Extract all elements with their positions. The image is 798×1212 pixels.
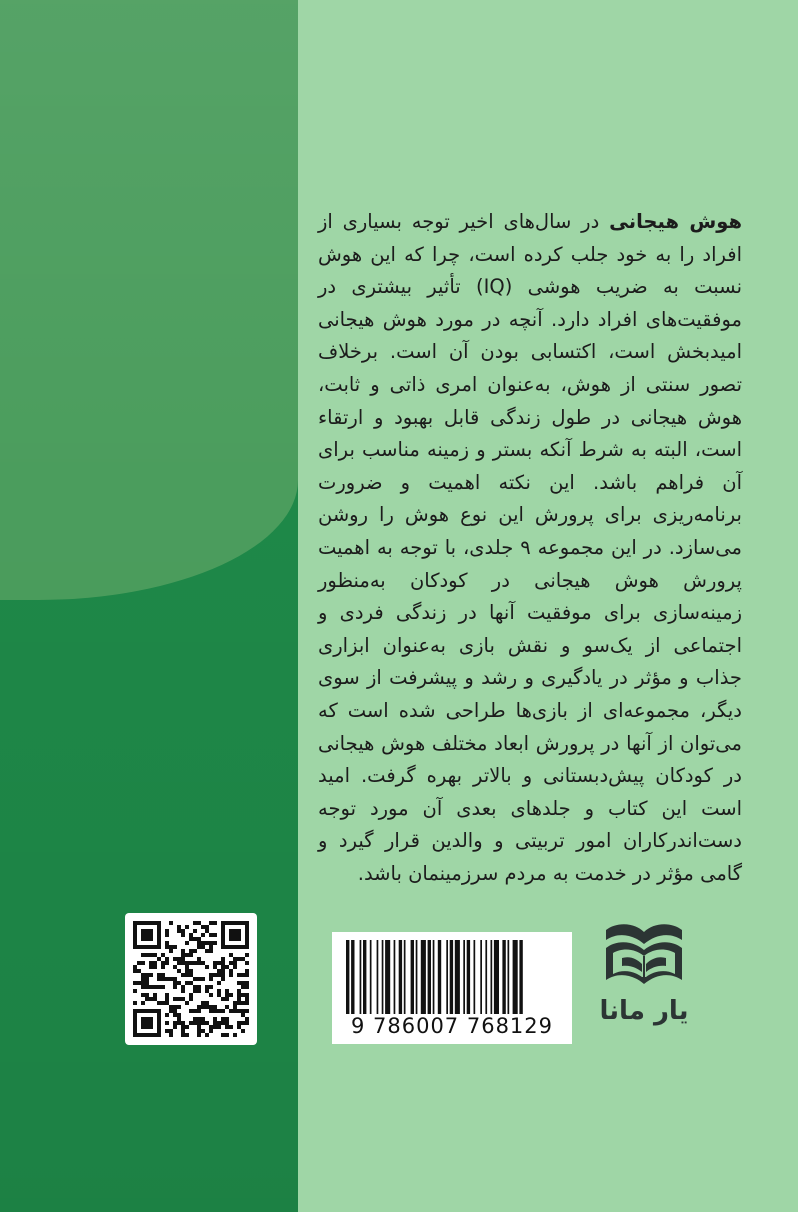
open-book-wings-icon <box>598 920 690 998</box>
publisher-name: یار مانا <box>599 996 689 1026</box>
barcode-icon <box>346 940 558 1014</box>
isbn-barcode <box>332 932 572 1044</box>
blurb-body: در سال‌های اخیر توجه بسیاری از افراد را به خود جلب کرده است، چرا که این هوش نسبت به ضریب هوشی (IQ) تأثیر بیشتری در موفقیت‌های افراد دارد. آنچه در مورد هوش هیجانی امیدبخش است، اکتسابی بودن آن است. برخلاف تصور سنتی از هوش، به‌عنوان امری ذاتی و ثابت، هوش هیجانی در طول زندگی قابل بهبود و ارتقاء است، البته به شرط آنکه بستر و زمینه مناسب برای آن فراهم باشد. این نکته اهمیت و ضرورت برنامه‌ریزی برای پرورش این نوع هوش را روشن می‌سازد. در این مجموعه ۹ جلدی، با توجه به اهمیت پرورش هوش هیجانی در کودکان به‌منظور زمینه‌سازی برای موفقیت آنها در زندگی فردی و اجتماعی از یک‌سو و نقش بازی به‌عنوان ابزاری جذاب و مؤثر در یادگیری و رشد و پیشرفت از سوی دیگر، مجموعه‌ای از بازی‌ها طراحی شده است که می‌توان از آنها در پرورش ابعاد مختلف هوش هیجانی در کودکان پیش‌دبستانی و بالاتر بهره گرفت. امید است این کتاب و جلدهای بعدی آن مورد توجه دست‌اندرکاران امور تربیتی و والدین قرار گیرد و گامی مؤثر در خدمت به مردم سرزمینمان باشد. <box>318 210 742 885</box>
blurb-title: هوش هیجانی <box>609 210 743 233</box>
qr-code <box>125 913 257 1045</box>
qr-code-icon <box>133 921 249 1037</box>
isbn-digits: 9 786007 768129 <box>350 1014 554 1038</box>
blurb-text <box>318 206 742 890</box>
publisher-logo <box>598 920 690 1040</box>
